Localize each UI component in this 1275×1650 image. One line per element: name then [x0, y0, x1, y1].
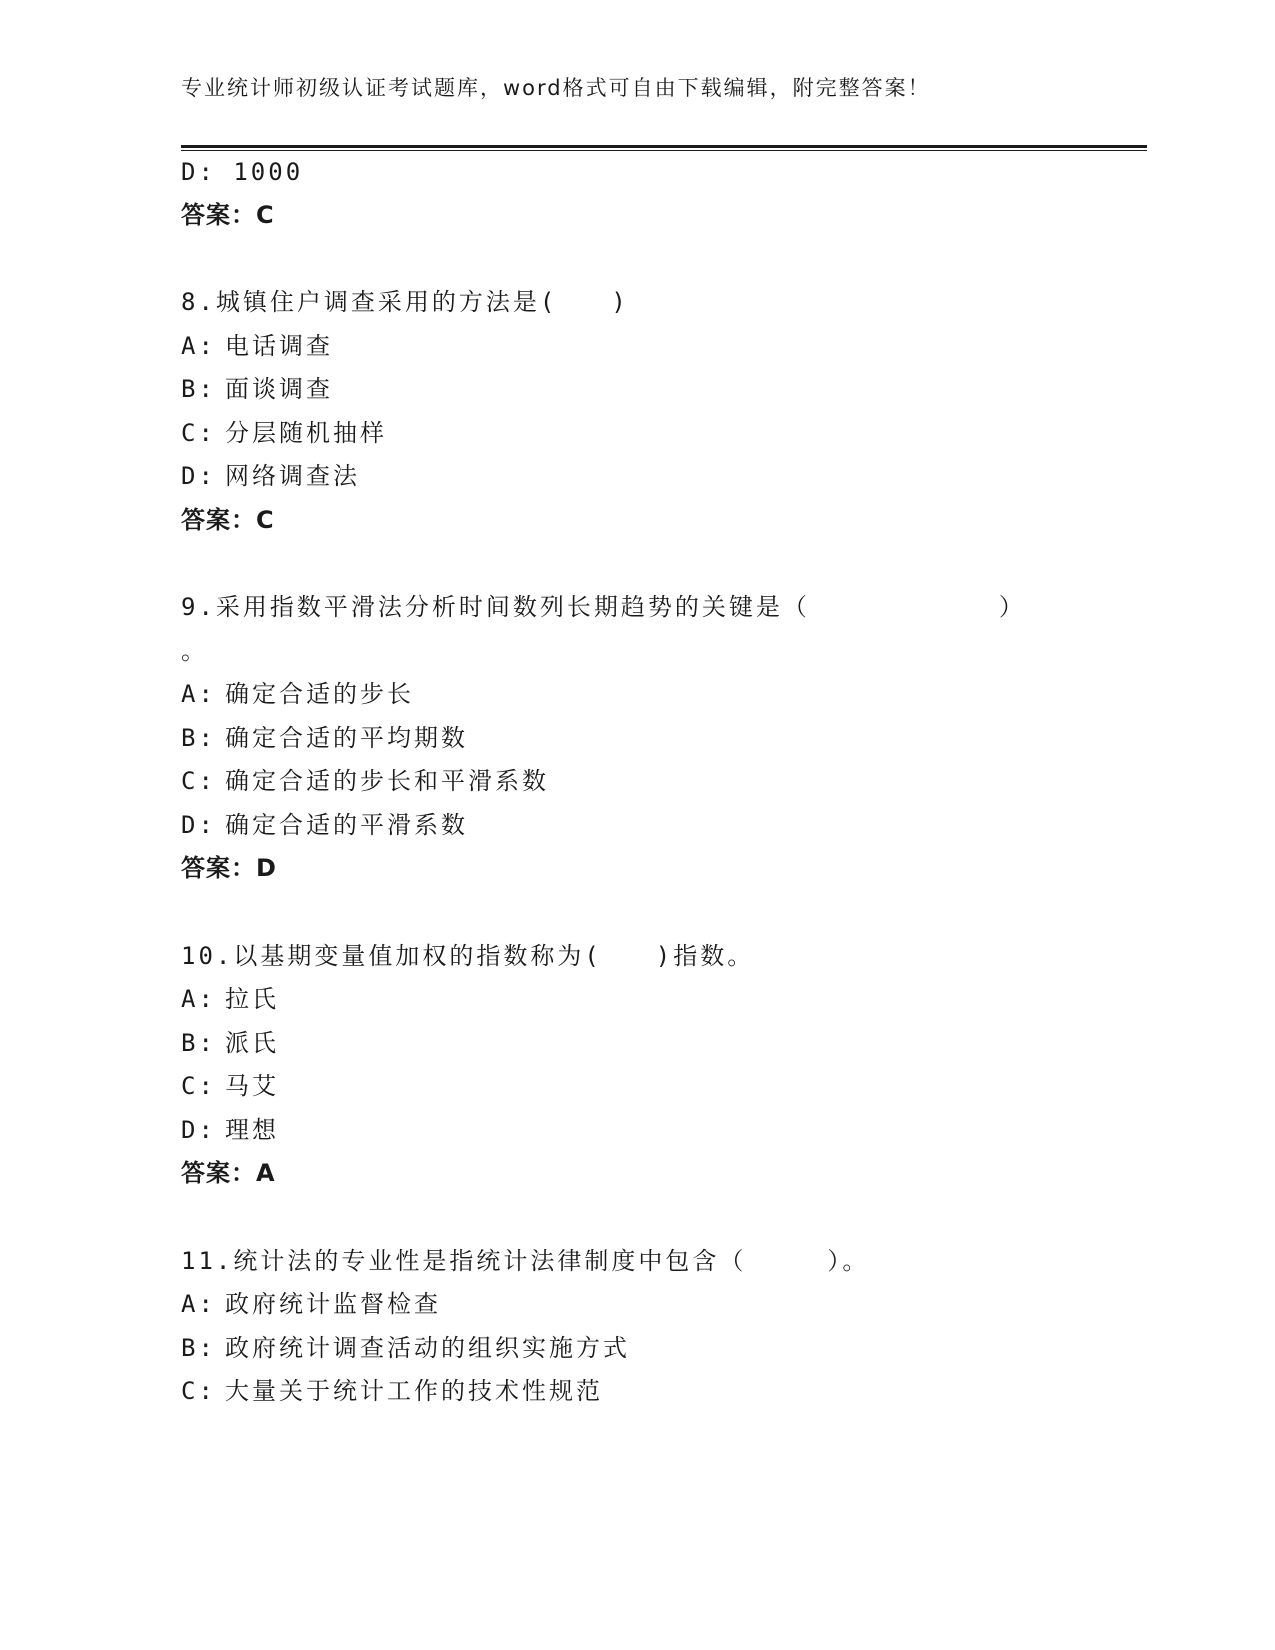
q11-option-b-label: B: — [181, 1334, 216, 1362]
prev-option-d: D: 1000 — [181, 158, 304, 186]
q8-option-d-label: D: — [181, 462, 216, 490]
q10-option-c — [181, 1069, 1131, 1103]
q11-option-b — [181, 1331, 1131, 1365]
q8-option-d-text: 网络调查法 — [225, 462, 360, 490]
q9-stem: 9.采用指数平滑法分析时间数列长期趋势的关键是（ ） — [181, 593, 1026, 621]
q9-option-d-label: D: — [181, 811, 216, 839]
q11-stem: 11.统计法的专业性是指统计法律制度中包含（ ）。 — [181, 1247, 870, 1275]
prev-answer: 答案：C — [181, 201, 275, 229]
q9-option-a — [181, 677, 1131, 711]
q10-option-c-label: C: — [181, 1072, 216, 1100]
q10-option-a-text: 拉氏 — [225, 985, 279, 1013]
q8-option-d — [181, 459, 1131, 493]
q10-option-d-text: 理想 — [225, 1116, 279, 1144]
q9-option-c-text: 确定合适的步长和平滑系数 — [225, 767, 549, 795]
q8-option-b — [181, 372, 1131, 406]
q10-option-d — [181, 1113, 1131, 1147]
q10-answer: 答案：A — [181, 1159, 276, 1187]
q8-option-a-text: 电话调查 — [225, 332, 333, 360]
q9-option-d — [181, 808, 1131, 842]
q8-answer: 答案：C — [181, 506, 275, 534]
q11-option-a-text: 政府统计监督检查 — [225, 1290, 441, 1318]
q9-option-a-label: A: — [181, 680, 216, 708]
q8-option-a-label: A: — [181, 332, 216, 360]
q8-option-a — [181, 329, 1131, 363]
q9-option-a-text: 确定合适的步长 — [225, 680, 414, 708]
q11-option-c-label: C: — [181, 1377, 216, 1405]
q11-option-a-label: A: — [181, 1290, 216, 1318]
header-rule-thick — [181, 145, 1147, 148]
q10-option-b-label: B: — [181, 1029, 216, 1057]
q10-option-b-text: 派氏 — [225, 1029, 279, 1057]
q9-option-d-text: 确定合适的平滑系数 — [225, 811, 468, 839]
q9-answer: 答案：D — [181, 854, 277, 882]
q9-option-c-label: C: — [181, 767, 216, 795]
q11-option-c-text: 大量关于统计工作的技术性规范 — [225, 1377, 603, 1405]
q9-option-b — [181, 721, 1131, 755]
q10-option-b — [181, 1026, 1131, 1060]
q10-stem: 10.以基期变量值加权的指数称为( )指数。 — [181, 942, 755, 970]
q8-option-c-label: C: — [181, 419, 216, 447]
q8-stem: 8.城镇住户调查采用的方法是( ) — [181, 288, 629, 316]
q9-stem-cont: 。 — [181, 637, 208, 665]
q11-option-a — [181, 1287, 1131, 1321]
q8-option-c-text: 分层随机抽样 — [225, 419, 387, 447]
q10-option-c-text: 马艾 — [225, 1072, 279, 1100]
q8-option-b-label: B: — [181, 375, 216, 403]
q9-option-b-text: 确定合适的平均期数 — [225, 724, 468, 752]
q10-option-a — [181, 982, 1131, 1016]
q10-option-d-label: D: — [181, 1116, 216, 1144]
page-header: 专业统计师初级认证考试题库，word格式可自由下载编辑，附完整答案！ — [181, 76, 931, 100]
q8-option-b-text: 面谈调查 — [225, 375, 333, 403]
q8-option-c — [181, 416, 1131, 450]
header-rule-thin — [181, 150, 1147, 151]
q11-option-c — [181, 1374, 1131, 1408]
q11-option-b-text: 政府统计调查活动的组织实施方式 — [225, 1334, 630, 1362]
q9-option-b-label: B: — [181, 724, 216, 752]
q9-option-c — [181, 764, 1131, 798]
q10-option-a-label: A: — [181, 985, 216, 1013]
